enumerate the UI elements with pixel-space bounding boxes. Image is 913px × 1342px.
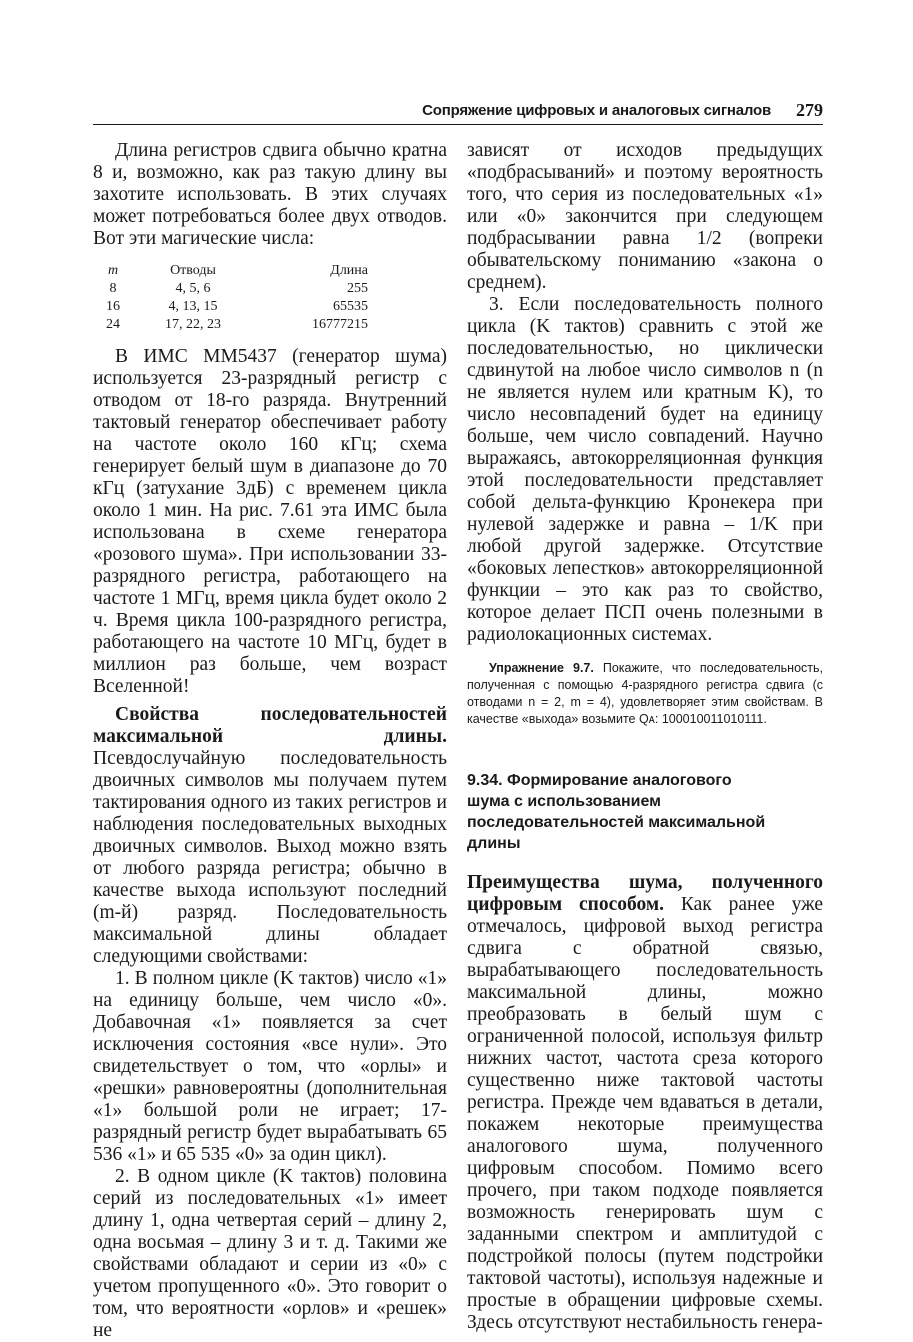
- run-in-heading: Свойства последовательностей максимальной длины.: [93, 704, 447, 747]
- table-header-cell: Длина: [330, 263, 368, 278]
- page-number: 279: [796, 100, 823, 120]
- exercise-9-7: [467, 660, 823, 728]
- run-in-heading: Преимущества шума, полученного цифровым способом.: [467, 872, 823, 915]
- table-header-row: [93, 262, 368, 280]
- table-cell: 24: [106, 317, 120, 332]
- paragraph-mm5437: В ИМС ММ5437 (генератор шума) используется 23-разрядный регистр с отводом от 18-го разряда. Внутренний тактовый генератор обеспечивает работу на частоте около 160 кГц; схема генерирует белый шум в диапазоне до 70 кГц (затухание 3дБ) с временем цикла около 1 мин. На рис. 7.61 эта ИМС была использована в схеме генератора «розового шума». При использовании 33-разрядного регистра, работающего на частоте 1 МГц, время цикла будет около 2 ч. Время цикла 100-разрядного регистра, работающего на частоте 10 МГц, будет в миллион раз больше, чем возраст Вселенной!: [93, 346, 447, 697]
- table-row: [93, 298, 368, 316]
- paragraph-text: Псевдослучайную последовательность двоичных символов мы получаем путем тактирования одного из таких регистров и наблюдения последовательных выходных двоичных символов. Выход можно взять от любого разряда регистра; обычно в качестве выхода используют последний (m-й) разряд. Последовательность максимальной длины обладает следующими свойствами:: [93, 748, 447, 967]
- table-cell: 16777215: [312, 317, 368, 332]
- paragraph-register-length: Длина регистров сдвига обычно кратна 8 и, возможно, как раз такую длину вы захотите использовать. В этих случаях может потребоваться более двух отводов. Вот эти магические числа:: [93, 140, 447, 249]
- table-header-cell: m: [107, 263, 119, 278]
- paragraph-digital-noise-advantages: [467, 872, 823, 1334]
- right-column: [467, 140, 823, 1334]
- exercise-label: Упражнение 9.7.: [489, 661, 594, 675]
- left-column: [93, 140, 447, 1342]
- table-cell: 17, 22, 23: [165, 317, 221, 332]
- table-row: [93, 316, 368, 334]
- paragraph-continued: зависят от исходов предыдущих «подбрасываний» и поэтому вероятность того, что серия из последовательных «1» или «0» закончится при следующем подбрасывании равна 1/2 (вопреки обывательскому пониманию «закона о среднем).: [467, 140, 823, 293]
- paragraph-properties: [93, 704, 447, 968]
- paragraph-text: Как ранее уже отмечалось, цифровой выход регистра сдвига с обратной связью, вырабатывающего последовательность максимальной длины, можно преобразовать в белый шум с ограниченной полосой, используя фильтр нижних частот, частота среза которого существенно ниже тактовой частоты регистра. Прежде чем вдаваться в детали, покажем некоторые преимущества аналогового шума, полученного цифровым способом. Помимо всего прочего, при таком подходе появляется возможность генерировать шум с заданными спектром и амплитудой с подстройкой полосы (путем подстройки тактовой частоты), используя надежные и простые в обращении цифровые схемы. Здесь отсутствуют нестабильность генера-: [467, 894, 824, 1333]
- table-cell: 65535: [333, 299, 368, 314]
- section-heading: 9.34. Формирование аналогового шума с использованием последовательностей максимальной длины: [467, 772, 766, 852]
- running-header-title: Сопряжение цифровых и аналоговых сигналов: [422, 102, 771, 119]
- table-cell: 4, 5, 6: [175, 281, 211, 296]
- exercise-text: Покажите, что последовательность, полученная с помощью 4-разрядного регистра сдвига (с отводами n = 2, m = 4), удовлетворяет этим свойствам. В качестве «выхода» возьмите Qᴀ: 100010011010111.: [467, 661, 824, 726]
- paragraph-property-1: 1. В полном цикле (K тактов) число «1» на единицу больше, чем число «0». Добавочная «1» появляется за счет исключения состояния «все нули». Это свидетельствует о том, что «орлы» и «решки» равновероятны (дополнительная «1» большой роли не играет; 17-разрядный регистр будет вырабатывать 65 536 «1» и 65 535 «0» за один цикл).: [93, 968, 447, 1165]
- table-header-cell: Отводы: [170, 263, 216, 278]
- magic-numbers-table: [93, 262, 368, 334]
- table-cell: 255: [347, 281, 368, 296]
- paragraph-property-2: 2. В одном цикле (K тактов) половина серий из последовательных «1» имеет длину 1, одна четвертая серий – длину 2, одна восьмая – длину 3 и т. д. Такими же свойствами обладают и серии из «0» с учетом пропущенного «0». Это говорит о том, что вероятности «орлов» и «решек» не: [93, 1166, 447, 1341]
- table-cell: 4, 13, 15: [168, 299, 218, 314]
- table-row: [93, 280, 368, 298]
- table-cell: 8: [109, 281, 117, 296]
- paragraph-property-3: 3. Если последовательность полного цикла (K тактов) сравнить с этой же последовательностью, но циклически сдвинутой на любое число символов n (n не является нулем или кратным K), то число несовпадений будет на единицу больше, чем число совпадений. Научно выражаясь, автокорреляционная функция этой последовательности представляет собой дельта-функцию Кронекера при нулевой задержке и равна – 1/K при любой другой задержке. Отсутствие «боковых лепестков» автокорреляционной функции – это как раз то свойство, которое делает ПСП очень полезными в радиолокационных системах.: [467, 294, 823, 645]
- running-header: [93, 100, 823, 125]
- table-cell: 16: [106, 299, 120, 314]
